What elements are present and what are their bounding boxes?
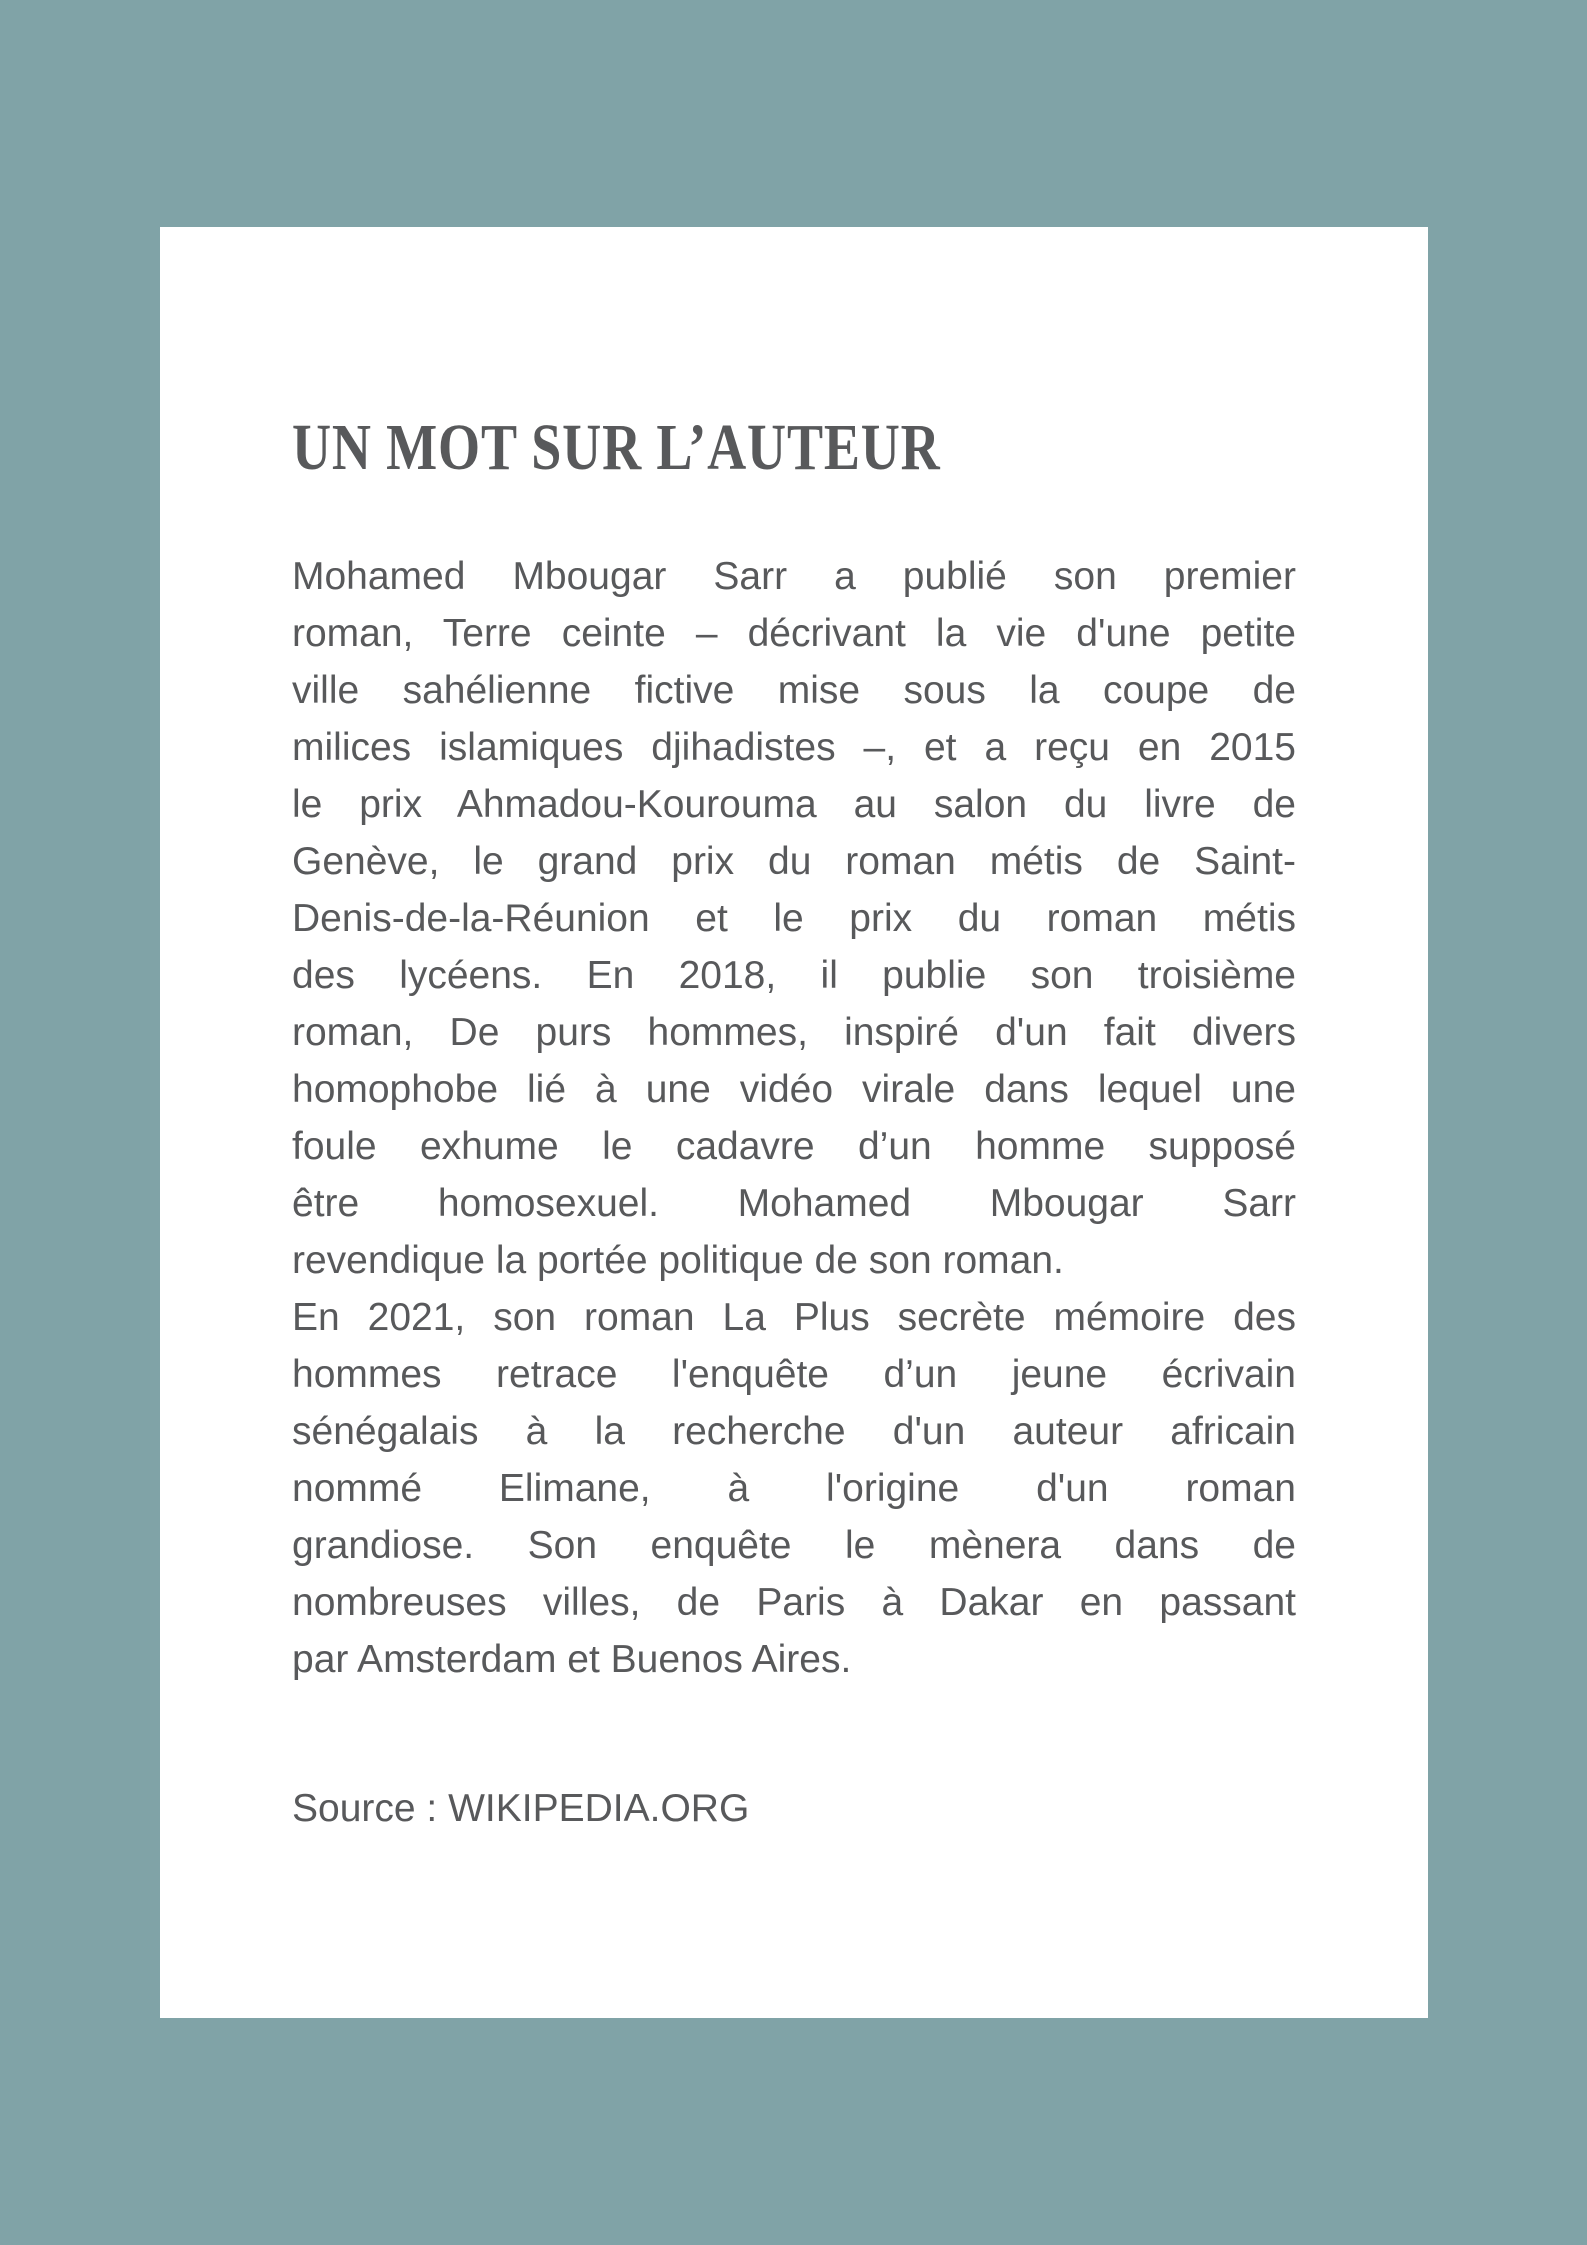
- text-line: grandiose. Son enquête le mènera dans de: [292, 1524, 1296, 1567]
- text-line: hommes retrace l'enquête d’un jeune écrivain: [292, 1353, 1296, 1396]
- text-line: Denis-de-la-Réunion et le prix du roman métis: [292, 897, 1296, 940]
- text-line: ville sahélienne fictive mise sous la coupe de: [292, 669, 1296, 712]
- author-bio-text: [292, 548, 1296, 1688]
- text-line: le prix Ahmadou-Kourouma au salon du livre de: [292, 783, 1296, 826]
- text-line: être homosexuel. Mohamed Mbougar Sarr: [292, 1182, 1296, 1225]
- text-line: milices islamiques djihadistes –, et a reçu en 2015: [292, 726, 1296, 769]
- text-line: Genève, le grand prix du roman métis de Saint-: [292, 840, 1296, 883]
- text-line: homophobe lié à une vidéo virale dans lequel une: [292, 1068, 1296, 1111]
- source-attribution: Source : WIKIPEDIA.ORG: [292, 1787, 750, 1830]
- text-line: foule exhume le cadavre d’un homme supposé: [292, 1125, 1296, 1168]
- text-line: nommé Elimane, à l'origine d'un roman: [292, 1467, 1296, 1510]
- text-line: Mohamed Mbougar Sarr a publié son premier: [292, 555, 1296, 598]
- text-line: roman, De purs hommes, inspiré d'un fait divers: [292, 1011, 1296, 1054]
- text-line: par Amsterdam et Buenos Aires.: [292, 1638, 852, 1681]
- page-title: UN MOT SUR L’AUTEUR: [292, 411, 941, 484]
- content-card: [160, 227, 1428, 2018]
- text-line: nombreuses villes, de Paris à Dakar en passant: [292, 1581, 1296, 1624]
- text-line: revendique la portée politique de son roman.: [292, 1239, 1064, 1282]
- text-line: sénégalais à la recherche d'un auteur africain: [292, 1410, 1296, 1453]
- text-line: roman, Terre ceinte – décrivant la vie d'une petite: [292, 612, 1296, 655]
- text-line: des lycéens. En 2018, il publie son troisième: [292, 954, 1296, 997]
- text-line: En 2021, son roman La Plus secrète mémoire des: [292, 1296, 1296, 1339]
